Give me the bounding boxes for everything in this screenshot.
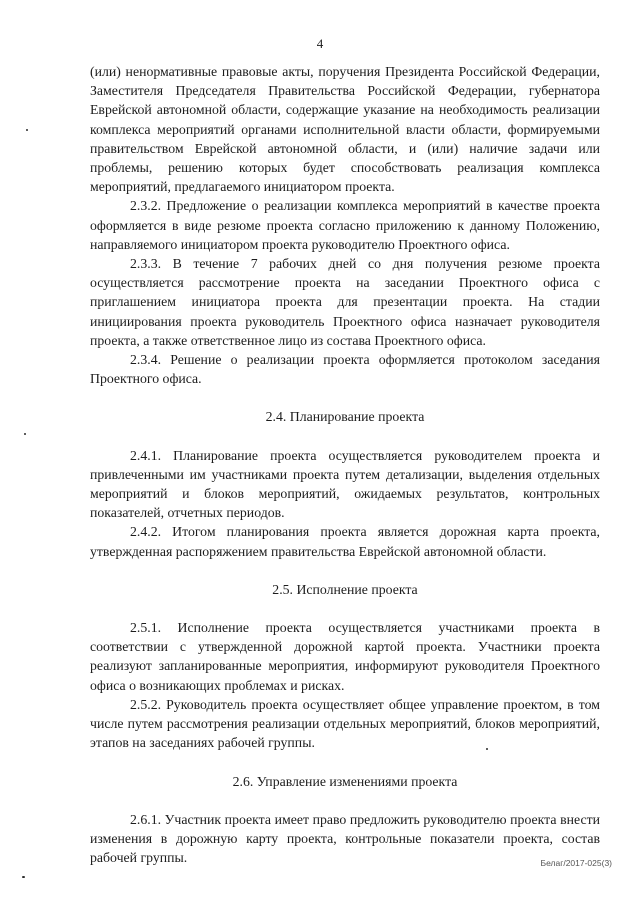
paragraph-2-3-4: 2.3.4. Решение о реализации проекта оформляется протоколом заседания Проектного офиса. (90, 352, 600, 387)
scan-speck (26, 129, 28, 131)
scan-speck (22, 876, 25, 878)
paragraph-2-5-1: 2.5.1. Исполнение проекта осуществляется участниками проекта в соответствии с утвержденной дорожной картой проекта. Участники проекта реализуют запланированные мероприятия, информируют руководителя Проектного офиса о возникающих проблемах и рисках. (90, 620, 600, 693)
section-heading-2-4: 2.4. Планирование проекта (265, 409, 425, 425)
paragraph-2-4-1: 2.4.1. Планирование проекта осуществляется руководителем проекта и привлеченными им участниками проекта путем детализации, выделения отдельных мероприятий и блоков мероприятий, ожидаемых результатов, контрольных показателей, отчетных периодов. (90, 447, 600, 521)
paragraph-2-6-1: 2.6.1. Участник проекта имеет право предложить руководителю проекта внести изменения в дорожную карту проекта, контрольные показатели проекта, состав рабочей группы. (90, 811, 600, 866)
section-heading-2-6: 2.6. Управление изменениями проекта (232, 773, 458, 789)
paragraph-2-3-2: 2.3.2. Предложение о реализации комплекса мероприятий в качестве проекта оформляется в виде резюме проекта согласно приложению к данному Положению, направляемого инициатором проекта руководителю Проектного офиса. (90, 198, 600, 252)
section-heading-2-5: 2.5. Исполнение проекта (272, 581, 418, 597)
paragraph-2-3-3: 2.3.3. В течение 7 рабочих дней со дня получения резюме проекта осуществляется рассмотрение проекта на заседании Проектного офиса с приглашением инициатора проекта для презентации проекта. На стадии инициирования проекта руководитель Проектного офиса назначает руководителя проекта, а также ответственное лицо из состава Проектного офиса. (90, 256, 600, 348)
paragraph-2-4-2: 2.4.2. Итогом планирования проекта является дорожная карта проекта, утвержденная распоряжением правительства Еврейской автономной области. (90, 524, 600, 559)
scan-speck (24, 433, 26, 435)
document-body (90, 62, 600, 867)
scan-speck (486, 748, 488, 750)
paragraph-legal-acts: (или) ненормативные правовые акты, поручения Президента Российской Федерации, Заместителя Председателя Правительства Российской Федерации, губернатора Еврейской автономной области, содержащие указание на необходимость реализации комплекса мероприятий органами исполнительной власти области, формируемыми правительством Еврейской автономной области, и (или) наличие задачи или проблемы, решению которых будет способствовать реализация комплекса мероприятий, предлагаемого инициатором проекта. (90, 64, 600, 195)
paragraph-2-5-2: 2.5.2. Руководитель проекта осуществляет общее управление проектом, в том числе путем рассмотрения реализации отдельных мероприятий, блоков мероприятий, этапов на заседаниях рабочей группы. (90, 696, 600, 751)
page-number: 4 (316, 36, 324, 51)
document-footer-code: Белаг/2017-025(3) (540, 858, 612, 868)
